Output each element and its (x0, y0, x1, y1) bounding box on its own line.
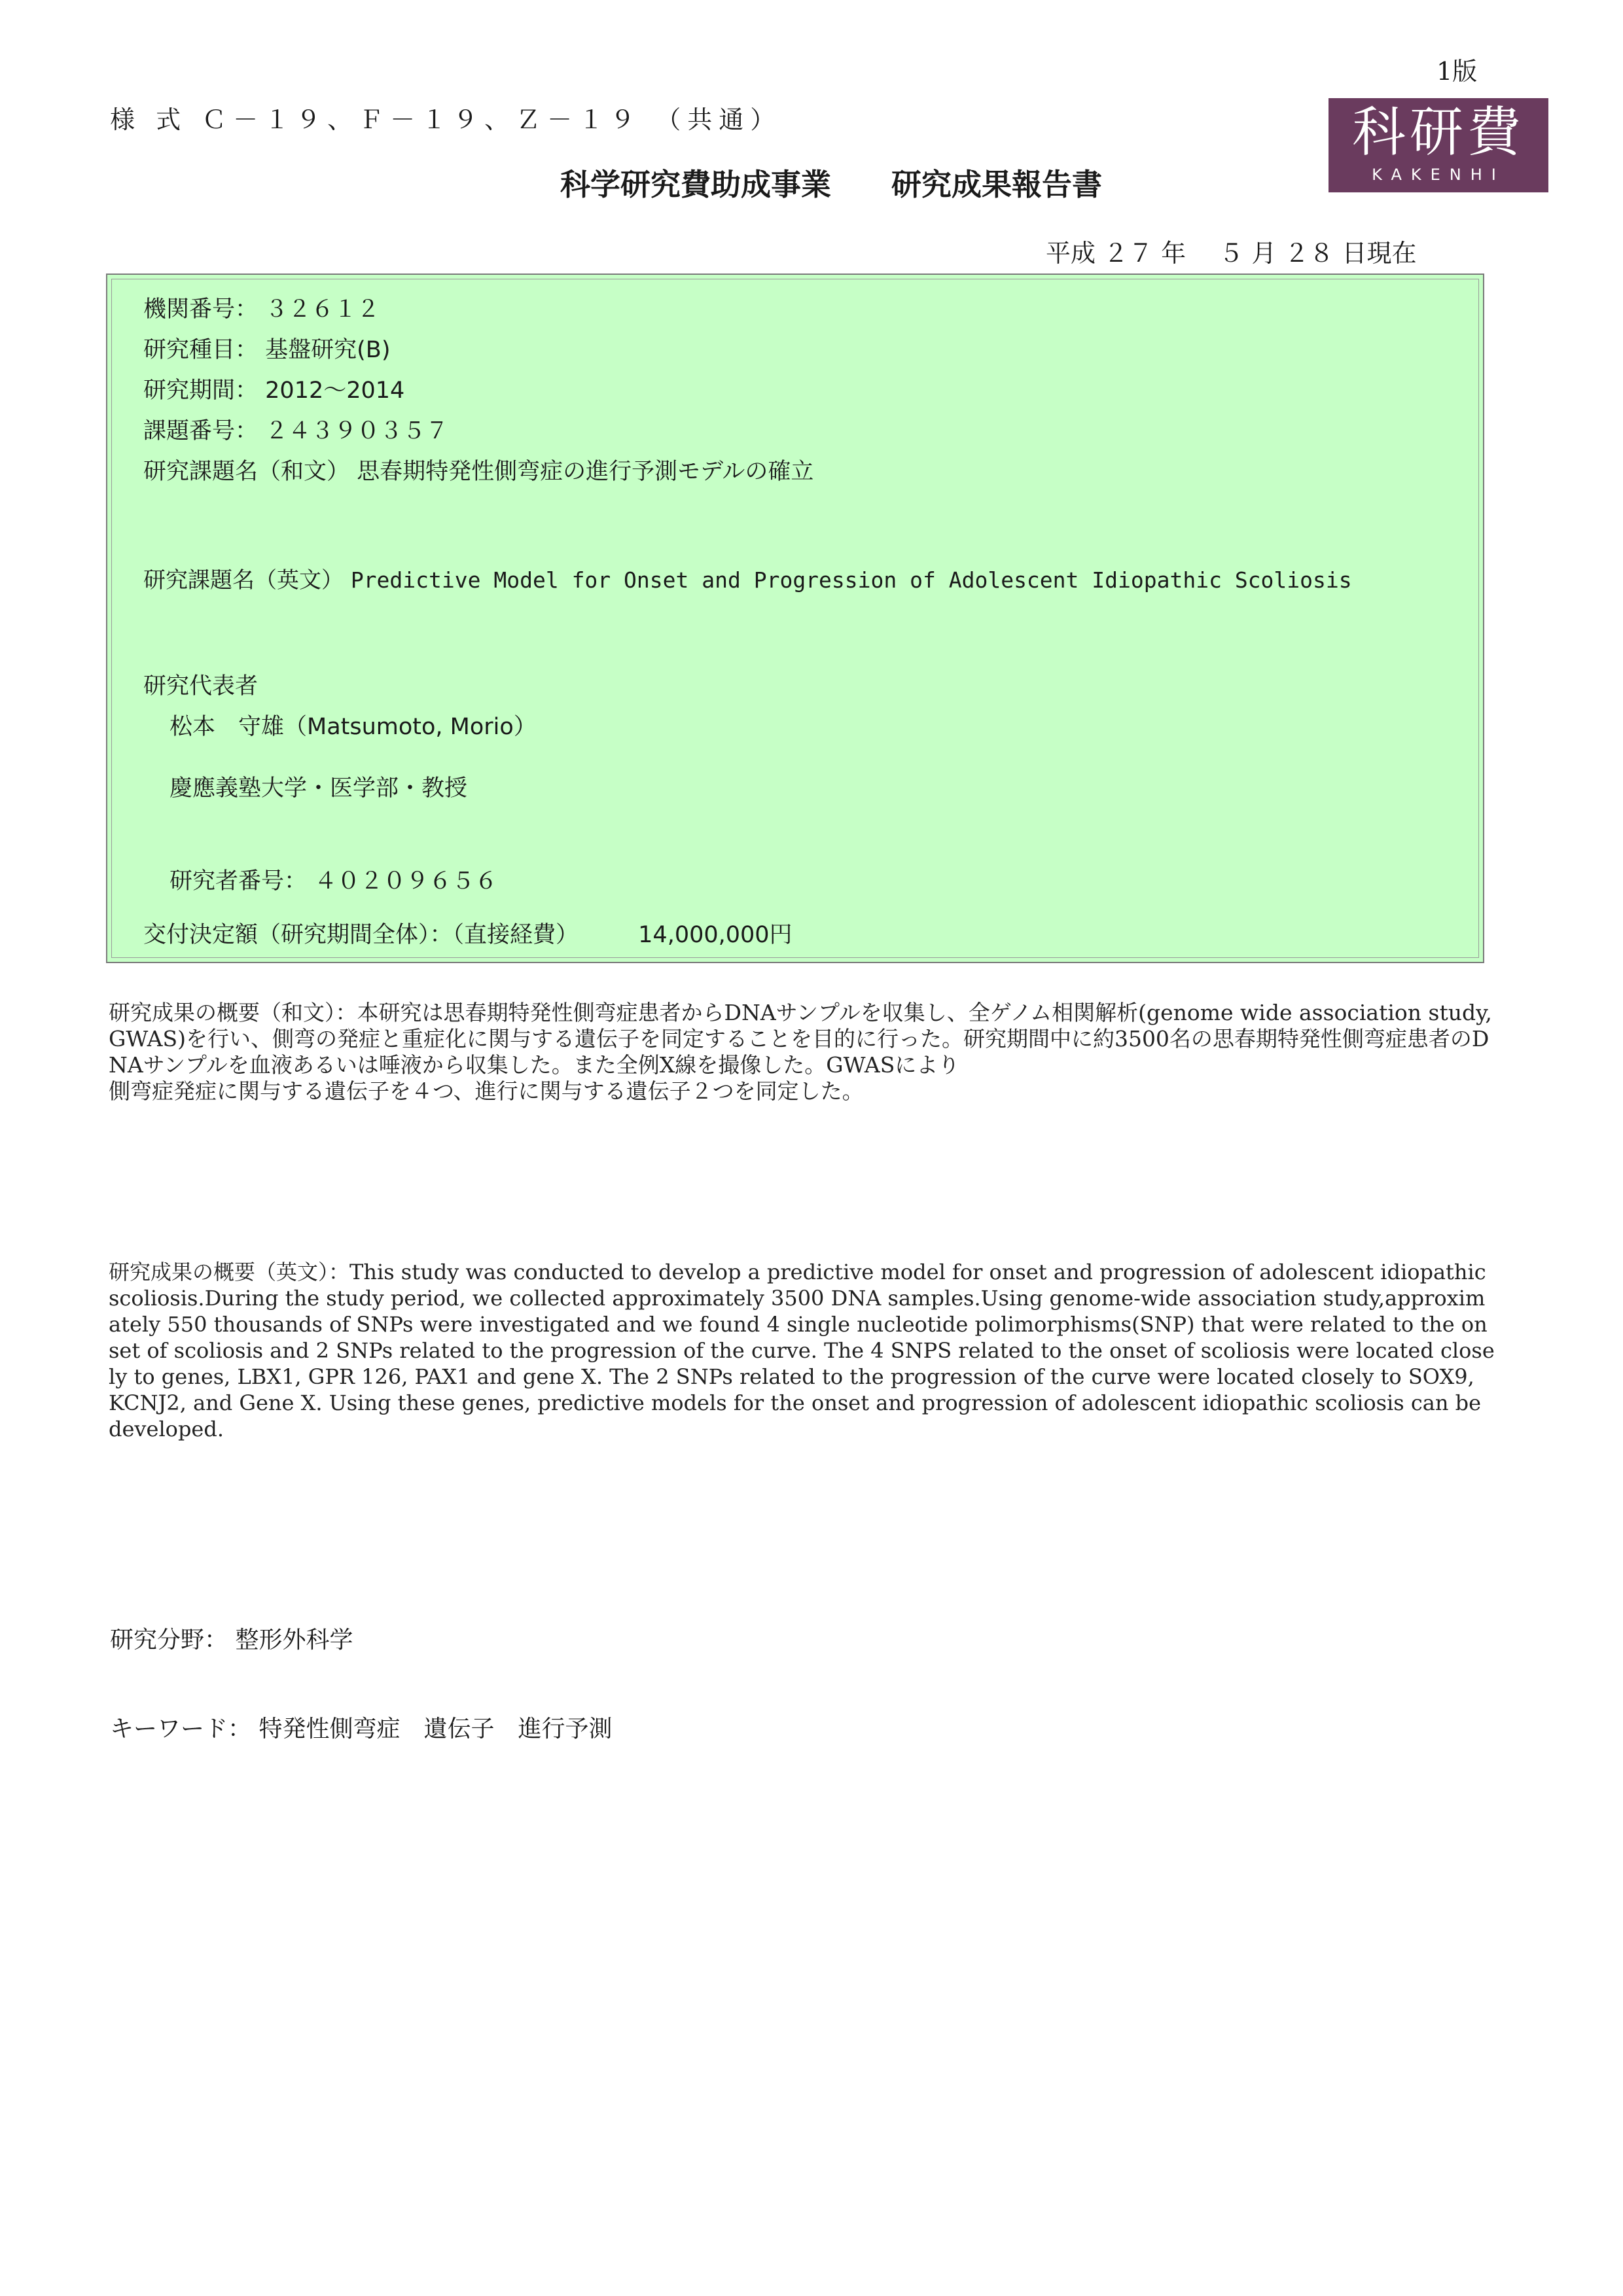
keywords-value: 特発性側弯症 遺伝子 進行予測 (259, 1716, 613, 1742)
summary-ja (109, 1000, 1496, 1104)
period-value: 2012～2014 (265, 378, 405, 404)
version-label: 1版 (1436, 57, 1478, 86)
title-en-row (143, 562, 1352, 594)
grant-value: 14,000,000円 (638, 922, 793, 948)
kakenhi-logo (1329, 98, 1548, 192)
logo-sub-text: KAKENHI (1372, 166, 1505, 184)
keywords (110, 1710, 612, 1744)
project-number-value: ２４３９０３５７ (265, 418, 449, 444)
form-code: 様 式 Ｃ－１９、Ｆ－１９、Ｚ－１９ （共通） (110, 105, 782, 134)
title-ja-value: 思春期特発性側弯症の進行予測モデルの確立 (357, 459, 814, 485)
summary-ja-text: 本研究は思春期特発性側弯症患者からDNAサンプルを収集し、全ゲノム相関解析(genome wide association study, GWAS)を行い、側弯の発症と重症化に関与する遺伝子を同定することを目的に行った。研究期間中に約3500名の思春期特発性側弯症患者のDNAサンプルを血液あるいは唾液から収集した。また全例X線を撮像した。GWASにより 側弯症発症に関与する遺伝子を４つ、進行に関与する遺伝子２つを同定した。 (109, 1000, 1492, 1104)
research-field-value: 整形外科学 (235, 1627, 353, 1653)
report-date: 平成 ２７ 年 ５ 月 ２８ 日現在 (1046, 239, 1417, 268)
summary-en-label: 研究成果の概要（英文）： (109, 1260, 350, 1284)
researcher-number-label: 研究者番号： (169, 868, 308, 894)
project-info-inner (111, 279, 1479, 958)
period-label: 研究期間： (143, 378, 259, 404)
research-field (110, 1621, 353, 1655)
affiliation: 慶應義塾大学・医学部・教授 (169, 775, 468, 802)
project-info-box (106, 274, 1484, 963)
title-en-label: 研究課題名（英文） (143, 567, 344, 593)
project-number-row (143, 413, 448, 446)
project-number-label: 課題番号： (143, 418, 259, 444)
category-row (143, 332, 390, 364)
title-ja-label: 研究課題名（和文） (143, 459, 350, 485)
grant-label: 交付決定額（研究期間全体）：（直接経費） (143, 922, 579, 948)
institution-value: ３２６１２ (265, 296, 380, 323)
period-row (143, 372, 404, 405)
logo-main-text: 科研費 (1351, 101, 1525, 164)
grant-row (143, 917, 793, 949)
institution-row (143, 291, 380, 324)
summary-en (109, 1259, 1496, 1442)
keywords-label: キーワード： (110, 1716, 252, 1742)
representative-name: 松本 守雄（Matsumoto, Morio） (169, 714, 537, 740)
research-field-label: 研究分野： (110, 1627, 228, 1653)
researcher-number-value: ４０２０９６５６ (314, 868, 498, 894)
title-en-value: Predictive Model for Onset and Progression of Adolescent Idiopathic Scoliosis (350, 567, 1352, 593)
summary-en-text: This study was conducted to develop a predictive model for onset and progression of adolescent idiopathic scoliosis.During the study period, we collected approximately 3500 DNA samples.Using genome-wide association study,approximately 550 thousands of SNPs were investigated and we found 4 single nucleotide polimorphisms(SNP) that were related to the onset of scoliosis and 2 SNPs related to the progression of the curve. The 4 SNPS related to the onset of scoliosis were located closely to genes, LBX1, GPR 126, PAX1 and gene X. The 2 SNPs related to the progression of the curve were located closely to SOX9, KCNJ2, and Gene X. Using these genes, predictive models for the onset and progression of adolescent idiopathic scoliosis can be developed. (109, 1260, 1495, 1441)
category-value: 基盤研究(B) (265, 337, 391, 363)
title-ja-row (143, 453, 813, 486)
page-title: 科学研究費助成事業 研究成果報告書 (560, 167, 1102, 202)
summary-ja-label: 研究成果の概要（和文）： (109, 1000, 357, 1025)
institution-label: 機関番号： (143, 296, 259, 323)
researcher-number-row (169, 863, 497, 896)
category-label: 研究種目： (143, 337, 259, 363)
representative-label: 研究代表者 (143, 673, 259, 699)
